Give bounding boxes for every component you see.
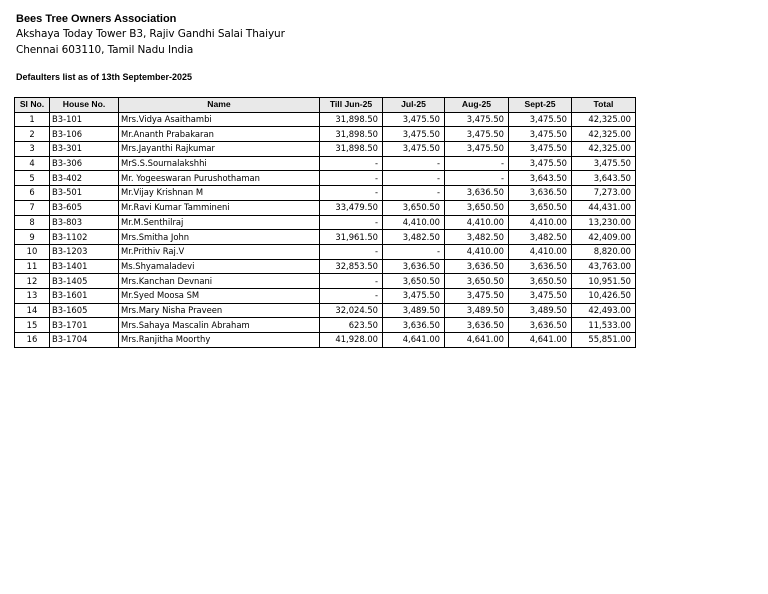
cell-sl-no: 4 [15,156,50,171]
cell-sl-no: 11 [15,259,50,274]
cell-sept: 4,410.00 [509,215,572,230]
cell-total: 42,409.00 [572,230,636,245]
cell-name: Mr.M.Senthilraj [119,215,320,230]
cell-jul: 3,475.50 [383,112,445,127]
col-header-till-jun: Till Jun-25 [320,98,383,113]
cell-sept: 3,636.50 [509,318,572,333]
cell-aug: 4,641.00 [445,333,509,348]
cell-aug: - [445,171,509,186]
cell-sl-no: 16 [15,333,50,348]
defaulters-table [14,97,636,348]
cell-house-no: B3-1405 [50,274,119,289]
defaulters-list-title: Defaulters list as of 13th September-2025 [16,72,193,82]
cell-jul: - [383,171,445,186]
cell-sept: 3,489.50 [509,303,572,318]
cell-total: 3,643.50 [572,171,636,186]
cell-aug: 3,650.50 [445,274,509,289]
cell-till-jun: - [320,186,383,201]
cell-aug: 4,410.00 [445,215,509,230]
table-row [15,333,636,348]
cell-aug: 3,636.50 [445,318,509,333]
cell-sl-no: 5 [15,171,50,186]
cell-name: Mrs.Smitha John [119,230,320,245]
cell-sept: 3,475.50 [509,127,572,142]
address-line-1: Akshaya Today Tower B3, Rajiv Gandhi Salai Thaiyur [16,28,285,40]
cell-house-no: B3-1601 [50,288,119,303]
cell-aug: 3,475.50 [445,288,509,303]
cell-house-no: B3-1203 [50,244,119,259]
cell-house-no: B3-306 [50,156,119,171]
table-row [15,156,636,171]
cell-sept: 4,641.00 [509,333,572,348]
col-header-jul: Jul-25 [383,98,445,113]
table-row [15,215,636,230]
cell-till-jun: - [320,215,383,230]
cell-sl-no: 15 [15,318,50,333]
col-header-total: Total [572,98,636,113]
cell-total: 42,325.00 [572,112,636,127]
table-row [15,142,636,157]
cell-total: 3,475.50 [572,156,636,171]
cell-till-jun: 32,024.50 [320,303,383,318]
cell-sept: 3,475.50 [509,156,572,171]
cell-house-no: B3-501 [50,186,119,201]
cell-house-no: B3-1102 [50,230,119,245]
cell-house-no: B3-1701 [50,318,119,333]
cell-till-jun: 41,928.00 [320,333,383,348]
cell-sl-no: 13 [15,288,50,303]
table-row [15,230,636,245]
table-body [15,112,636,347]
cell-sl-no: 8 [15,215,50,230]
cell-total: 13,230.00 [572,215,636,230]
cell-till-jun: - [320,288,383,303]
cell-till-jun: 31,898.50 [320,127,383,142]
col-header-sept: Sept-25 [509,98,572,113]
table-row [15,171,636,186]
cell-aug: 3,482.50 [445,230,509,245]
cell-total: 44,431.00 [572,200,636,215]
cell-sept: 3,636.50 [509,259,572,274]
cell-aug: 3,475.50 [445,112,509,127]
cell-jul: 4,410.00 [383,215,445,230]
cell-till-jun: 623.50 [320,318,383,333]
table-row [15,200,636,215]
cell-jul: 3,636.50 [383,259,445,274]
cell-till-jun: - [320,156,383,171]
cell-till-jun: 33,479.50 [320,200,383,215]
cell-total: 55,851.00 [572,333,636,348]
cell-aug: 3,636.50 [445,259,509,274]
cell-name: Mr.Ananth Prabakaran [119,127,320,142]
cell-till-jun: - [320,274,383,289]
cell-sl-no: 1 [15,112,50,127]
cell-name: Mr.Prithiv Raj.V [119,244,320,259]
cell-sl-no: 3 [15,142,50,157]
col-header-house-no: House No. [50,98,119,113]
cell-sl-no: 6 [15,186,50,201]
address-line-2: Chennai 603110, Tamil Nadu India [16,44,194,56]
cell-till-jun: 31,898.50 [320,112,383,127]
cell-aug: 3,636.50 [445,186,509,201]
cell-jul: - [383,186,445,201]
cell-sept: 3,475.50 [509,112,572,127]
cell-aug: 3,650.50 [445,200,509,215]
cell-total: 10,951.50 [572,274,636,289]
cell-sept: 3,475.50 [509,288,572,303]
cell-jul: 3,475.50 [383,127,445,142]
col-header-sl-no: Sl No. [15,98,50,113]
cell-sept: 3,475.50 [509,142,572,157]
cell-house-no: B3-1401 [50,259,119,274]
cell-house-no: B3-1704 [50,333,119,348]
cell-sept: 3,650.50 [509,200,572,215]
cell-house-no: B3-301 [50,142,119,157]
table-row [15,112,636,127]
cell-sl-no: 10 [15,244,50,259]
table-row [15,274,636,289]
cell-aug: - [445,156,509,171]
cell-aug: 4,410.00 [445,244,509,259]
cell-till-jun: 32,853.50 [320,259,383,274]
cell-jul: 3,475.50 [383,142,445,157]
cell-sl-no: 2 [15,127,50,142]
cell-sl-no: 14 [15,303,50,318]
cell-sept: 3,643.50 [509,171,572,186]
cell-total: 43,763.00 [572,259,636,274]
cell-name: MrS.S.Sournalakshhi [119,156,320,171]
col-header-name: Name [119,98,320,113]
cell-till-jun: - [320,171,383,186]
cell-sept: 4,410.00 [509,244,572,259]
cell-total: 42,325.00 [572,127,636,142]
cell-name: Mr. Yogeeswaran Purushothaman [119,171,320,186]
cell-till-jun: 31,898.50 [320,142,383,157]
col-header-aug: Aug-25 [445,98,509,113]
cell-till-jun: - [320,244,383,259]
cell-name: Ms.Shyamaladevi [119,259,320,274]
cell-jul: 3,489.50 [383,303,445,318]
cell-jul: - [383,244,445,259]
table-row [15,288,636,303]
header-row [15,98,636,113]
table-row [15,186,636,201]
cell-house-no: B3-1605 [50,303,119,318]
cell-jul: 3,650.50 [383,200,445,215]
cell-house-no: B3-101 [50,112,119,127]
cell-aug: 3,475.50 [445,142,509,157]
table-row [15,318,636,333]
cell-jul: - [383,156,445,171]
cell-name: Mrs.Kanchan Devnani [119,274,320,289]
cell-house-no: B3-605 [50,200,119,215]
organization-name: Bees Tree Owners Association [16,13,177,25]
cell-sept: 3,636.50 [509,186,572,201]
cell-name: Mrs.Jayanthi Rajkumar [119,142,320,157]
cell-total: 8,820.00 [572,244,636,259]
cell-name: Mrs.Mary Nisha Praveen [119,303,320,318]
cell-jul: 3,636.50 [383,318,445,333]
cell-name: Mrs.Sahaya Mascalin Abraham [119,318,320,333]
cell-total: 42,493.00 [572,303,636,318]
cell-name: Mr.Syed Moosa SM [119,288,320,303]
cell-name: Mrs.Vidya Asaithambi [119,112,320,127]
cell-aug: 3,475.50 [445,127,509,142]
cell-till-jun: 31,961.50 [320,230,383,245]
cell-jul: 3,482.50 [383,230,445,245]
cell-house-no: B3-803 [50,215,119,230]
table-row [15,244,636,259]
cell-total: 10,426.50 [572,288,636,303]
table-row [15,259,636,274]
cell-total: 11,533.00 [572,318,636,333]
cell-total: 42,325.00 [572,142,636,157]
cell-name: Mr.Vijay Krishnan M [119,186,320,201]
cell-house-no: B3-106 [50,127,119,142]
table-row [15,303,636,318]
cell-sl-no: 9 [15,230,50,245]
cell-sl-no: 7 [15,200,50,215]
cell-jul: 4,641.00 [383,333,445,348]
cell-jul: 3,475.50 [383,288,445,303]
cell-name: Mr.Ravi Kumar Tammineni [119,200,320,215]
cell-aug: 3,489.50 [445,303,509,318]
table-header [15,98,636,113]
cell-total: 7,273.00 [572,186,636,201]
cell-name: Mrs.Ranjitha Moorthy [119,333,320,348]
cell-sept: 3,482.50 [509,230,572,245]
cell-sept: 3,650.50 [509,274,572,289]
table-row [15,127,636,142]
cell-sl-no: 12 [15,274,50,289]
cell-house-no: B3-402 [50,171,119,186]
cell-jul: 3,650.50 [383,274,445,289]
